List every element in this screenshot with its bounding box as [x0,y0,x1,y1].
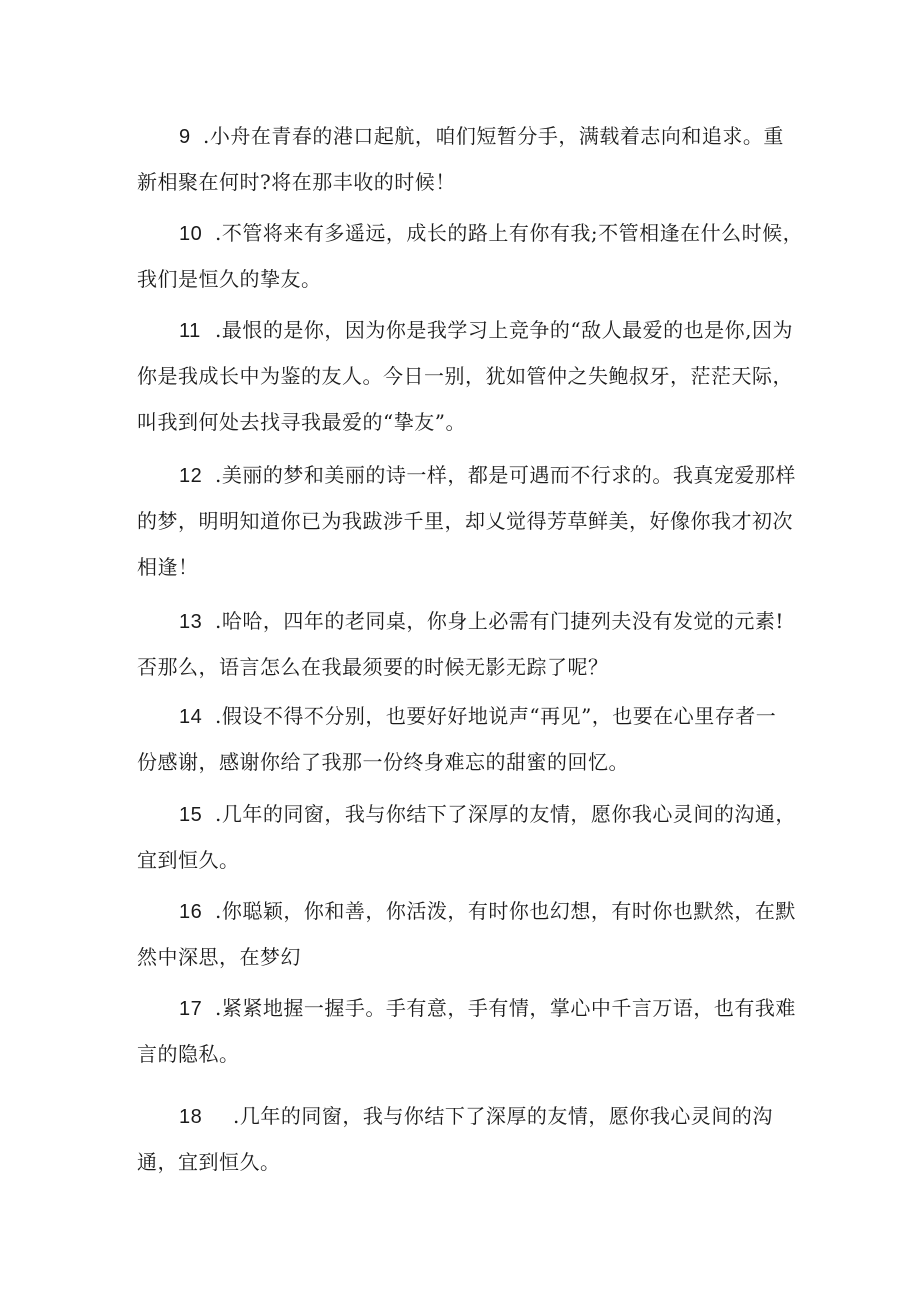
entry-line: 新相聚在何时?将在那丰收的时候！ [137,170,456,194]
entry-number: 18 [179,1106,203,1128]
entry-line [137,113,787,159]
entry-text: .美丽的梦和美丽的诗一样，都是可遇而不行求的。我真宠爱那样 [215,463,796,487]
entry-line [137,598,787,644]
entry-17 [137,985,796,1077]
entry-line [137,791,796,837]
entry-line [137,307,793,353]
entry-text: .不管将来有多遥远，成长的路上有你有我;不管相逢在什么时候， [215,221,804,245]
entry-line: 的梦，明明知道你已为我跋涉千里，却乂觉得芳草鲜美，好像你我才初次 [137,509,793,533]
entry-16 [137,888,796,980]
entry-line: 份感谢，感谢你给了我那一份终身难忘的甜蜜的回忆。 [137,750,629,774]
entry-number: 13 [179,611,203,633]
entry-line: 然中深思，在梦幻 [137,945,301,969]
entry-line: 叫我到何处去找寻我最爱的“挚友”。 [137,410,466,434]
entry-text: .哈哈，四年的老同桌，你身上必需有门捷列夫没有发觉的元素! [215,609,784,633]
entry-number: 15 [179,804,203,826]
entry-line: 言的隐私。 [137,1042,240,1066]
entry-line [137,693,787,739]
entry-13 [137,598,787,690]
entry-9 [137,113,787,205]
entry-12 [137,452,796,590]
entry-line [137,210,804,256]
entry-line: 否那么，语言怎么在我最须要的时候无影无踪了呢？ [137,655,609,679]
entry-line [137,888,796,934]
entry-10 [137,210,804,302]
entry-15 [137,791,796,883]
entry-line [137,452,796,498]
entry-text: .最恨的是你，因为你是我学习上竞争的“敌人最爱的也是你,因为 [215,318,793,342]
entry-line [137,1093,787,1139]
entry-line [137,985,796,1031]
entry-number: 14 [179,706,203,728]
entry-line: 通，宜到恒久。 [137,1150,281,1174]
entry-line: 你是我成长中为鉴的友人。今日一别，犹如管仲之失鲍叔牙，茫茫天际， [137,364,793,388]
entry-number: 11 [179,320,201,342]
entry-line: 相逢！ [137,555,199,579]
entry-text: .几年的同窗，我与你结下了深厚的友情，愿你我心灵间的沟 [233,1104,773,1128]
entry-text: .紧紧地握一握手。手有意，手有情，掌心中千言万语，也有我难 [215,996,796,1020]
entry-text: .你聪颖，你和善，你活泼，有时你也幻想，有时你也默然，在默 [215,899,796,923]
entry-14 [137,693,787,785]
entry-11 [137,307,793,445]
entry-number: 12 [179,465,203,487]
entry-text: .几年的同窗，我与你结下了深厚的友情，愿你我心灵间的沟通， [215,802,796,826]
entry-line: 我们是恒久的挚友。 [137,267,322,291]
entry-text: .小舟在青春的港口起航，咱们短暂分手，满载着志向和追求。重 [203,124,784,148]
entry-line: 宜到恒久。 [137,848,240,872]
entry-18 [137,1093,787,1185]
entry-number: 10 [179,223,203,245]
entry-text: .假设不得不分别，也要好好地说声“再见”，也要在心里存者一 [215,704,777,728]
entry-number: 17 [179,998,203,1020]
entry-number: 9 [179,126,191,148]
entry-number: 16 [179,901,203,923]
